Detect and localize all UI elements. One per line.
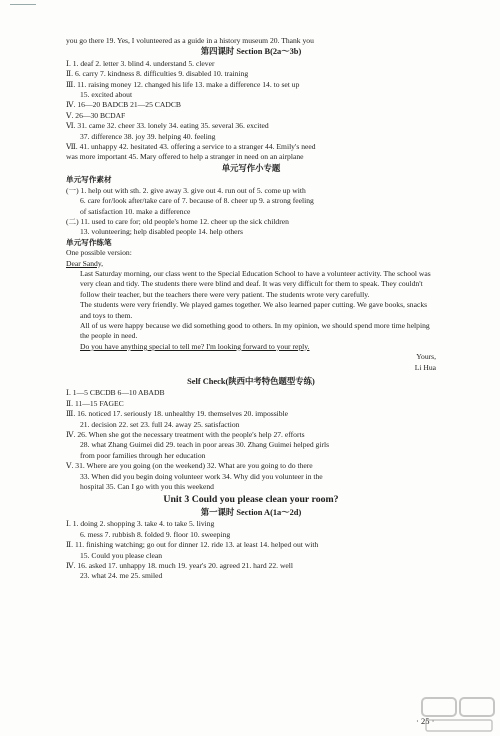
letter-closing: Yours, xyxy=(416,352,436,362)
answer-line: of satisfaction 10. make a difference xyxy=(80,206,191,216)
answer-line: Ⅲ. 16. noticed 17. seriously 18. unhealthy 19. themselves 20. impossible xyxy=(66,409,289,419)
carryover-line: you go there 19. Yes, I volunteered as a guide in a history museum 20. Thank you xyxy=(66,36,314,45)
answer-line: Ⅰ. 1—5 CBCDB 6—10 ABADB xyxy=(66,388,165,398)
answer-line: 33. When did you begin doing volunteer work 34. Why did you volunteer in the xyxy=(80,471,323,481)
answer-line: Ⅴ. 31. Where are you going (on the weekend) 32. What are you going to do there xyxy=(66,461,313,471)
letter-salutation: Dear Sandy, xyxy=(66,258,104,268)
answer-line: hospital 35. Can I go with you this weekend xyxy=(80,482,214,492)
answer-line: Ⅲ. 11. raising money 12. changed his life 13. make a difference 14. to set up xyxy=(66,79,300,89)
answer-line: Ⅱ. 11. finishing watching; go out for dinner 12. ride 13. at least 14. helped out with xyxy=(66,540,319,550)
answer-line: 13. volunteering; help disabled people 14. help others xyxy=(80,227,244,237)
scan-mark xyxy=(10,4,36,5)
answer-line: was more important 45. Mary offered to help a stranger in need on an airplane xyxy=(66,152,304,162)
letter-paragraph: The students were very friendly. We played games together. We also learned paper cutting. We gave books, snacks and toys to them. xyxy=(80,300,428,320)
answer-line: 23. what 24. me 25. smiled xyxy=(80,571,163,581)
answer-line: Ⅰ. 1. deaf 2. letter 3. blind 4. understand 5. clever xyxy=(66,58,215,68)
answer-line: Ⅵ. 31. came 32. cheer 33. lonely 34. eating 35. several 36. excited xyxy=(66,121,269,131)
letter-paragraph: Last Saturday morning, our class went to the Special Education School to have a volunteer activity. The school was very clean and tidy. The students there were blind and deaf. It was very difficult for them to speak. They couldn't follow their teacher, but the teachers there were very patient. The students wrote very carefully. xyxy=(80,268,431,299)
answer-line: 37. difference 38. joy 39. helping 40. feeling xyxy=(80,131,216,141)
writing-topic-heading: 单元写作小专题 xyxy=(221,163,281,173)
page-number: · 25 · xyxy=(416,716,435,726)
unit-3-subheading: 第一课时 Section A(1a～2d) xyxy=(200,507,302,517)
letter-paragraph: Do you have anything special to tell me? I'm looking forward to your reply. xyxy=(80,341,310,351)
section-b-heading: 第四课时 Section B(2a～3b) xyxy=(200,47,302,57)
answer-line: Ⅰ. 1. doing 2. shopping 3. take 4. to take 5. living xyxy=(66,519,215,529)
answer-line: Ⅶ. 41. unhappy 42. hesitated 43. offering a service to a stranger 44. Emily's need xyxy=(66,142,316,152)
letter-paragraph: All of us were happy because we did something good to others. In my opinion, we should spend more time helping the people in need. xyxy=(80,320,430,341)
answer-line: 15. excited about xyxy=(80,90,133,100)
answer-line: 6. mess 7. rubbish 8. folded 9. floor 10. sweeping xyxy=(80,529,231,539)
answer-line: Ⅱ. 6. carry 7. kindness 8. difficulties 9. disabled 10. training xyxy=(66,69,249,79)
answer-line: Ⅳ. 16—20 BADCB 21—25 CADCB xyxy=(66,100,181,110)
self-check-heading: Self Check(陕西中考特色题型专练) xyxy=(187,377,315,386)
answer-line: Ⅳ. 26. When she got the necessary treatment with the people's help 27. efforts xyxy=(66,430,305,440)
answer-line: Ⅱ. 11—15 FAGEC xyxy=(66,398,124,408)
material-subheading: 单元写作素材 xyxy=(66,175,112,185)
answer-line: 6. care for/look after/take care of 7. because of 8. cheer up 9. a strong feeling xyxy=(80,196,314,206)
possible-version-label: One possible version: xyxy=(66,248,132,258)
answer-line: Ⅳ. 16. asked 17. unhappy 18. much 19. year's 20. agreed 21. hard 22. well xyxy=(66,560,294,570)
letter-signature: Li Hua xyxy=(414,362,436,372)
unit-3-heading: Unit 3 Could you please clean your room? xyxy=(163,494,339,506)
answer-line: 28. what Zhang Guimei did 29. teach in poor areas 30. Zhang Guimei helped girls xyxy=(80,440,330,450)
answer-line: from poor families through her education xyxy=(80,450,206,460)
practice-subheading: 单元写作练笔 xyxy=(66,237,112,247)
page-content xyxy=(66,36,436,582)
watermark-logo xyxy=(420,696,498,734)
answer-line: 15. Could you please clean xyxy=(80,550,163,560)
answer-line: Ⅴ. 26—30 BCDAF xyxy=(66,110,126,120)
answer-line: 21. decision 22. set 23. full 24. away 25. satisfaction xyxy=(80,419,240,429)
answer-line: (二) 11. used to care for; old people's home 12. cheer up the sick children xyxy=(66,216,289,226)
answer-line: (一) 1. help out with sth. 2. give away 3. give out 4. run out of 5. come up with xyxy=(66,185,306,195)
